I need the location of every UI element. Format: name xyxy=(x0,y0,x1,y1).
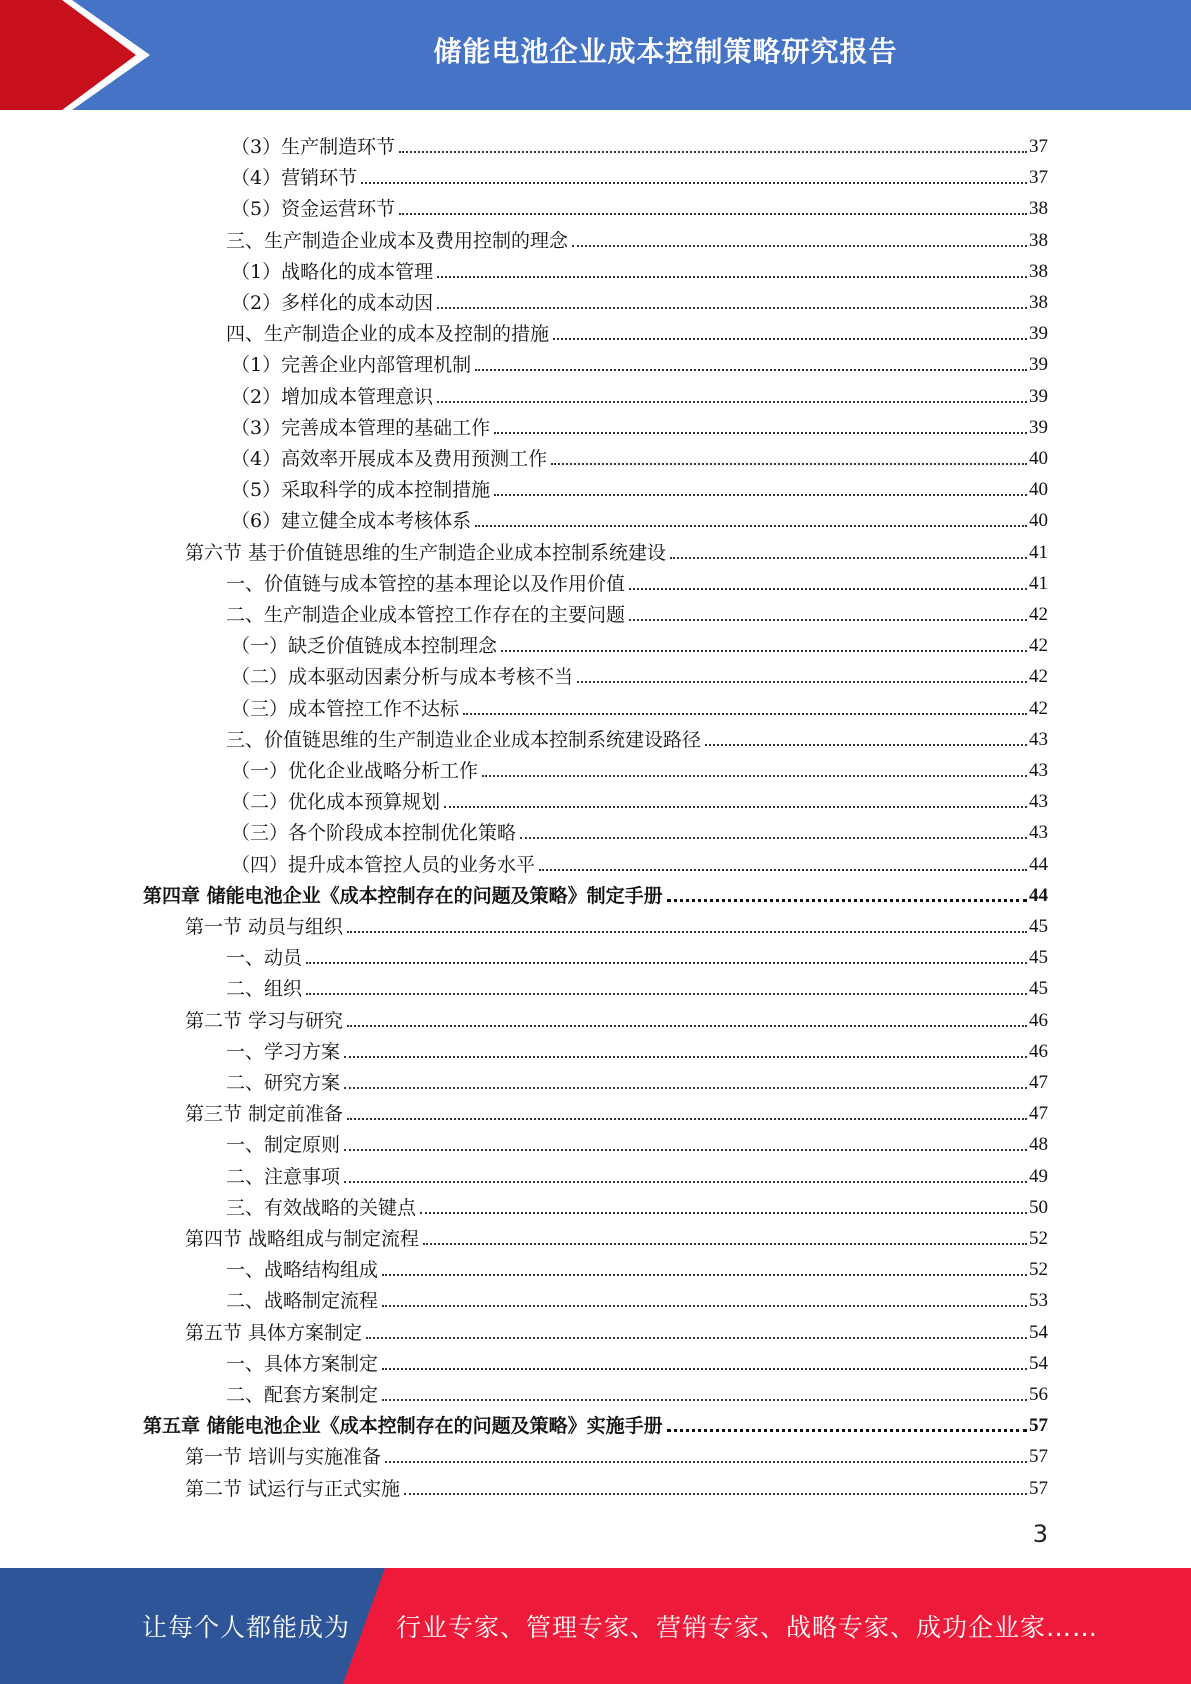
toc-entry-page: 43 xyxy=(1029,791,1048,813)
toc-dot-leader xyxy=(347,1025,1027,1027)
toc-entry[interactable] xyxy=(226,1345,1048,1376)
toc-dot-leader xyxy=(306,993,1027,995)
toc-entry[interactable] xyxy=(226,1158,1048,1189)
toc-entry-title: （二）优化成本预算规划 xyxy=(231,791,441,814)
toc-dot-leader xyxy=(670,557,1027,559)
toc-entry-page: 42 xyxy=(1029,666,1048,688)
toc-entry[interactable] xyxy=(226,1033,1048,1064)
toc-entry-page: 56 xyxy=(1029,1384,1048,1405)
toc-entry-title: 第六节 基于价值链思维的生产制造企业成本控制系统建设 xyxy=(185,541,667,564)
toc-entry-page: 45 xyxy=(1029,947,1048,969)
toc-entry-page: 43 xyxy=(1029,728,1048,750)
toc-entry-page: 38 xyxy=(1029,229,1048,251)
toc-dot-leader xyxy=(399,213,1027,215)
toc-dot-leader xyxy=(494,494,1027,496)
toc-entry-title: （一）缺乏价值链成本控制理念 xyxy=(231,635,498,658)
toc-entry[interactable] xyxy=(226,1189,1048,1220)
toc-entry-page: 49 xyxy=(1029,1165,1048,1187)
toc-entry-page: 57 xyxy=(1029,1415,1048,1437)
toc-entry-title: （5）资金运营环节 xyxy=(231,198,396,221)
toc-entry-title: 二、战略制定流程 xyxy=(226,1290,379,1313)
toc-entry[interactable] xyxy=(231,284,1048,315)
toc-entry-title: 三、生产制造企业成本及费用控制的理念 xyxy=(226,229,569,252)
toc-dot-leader xyxy=(475,525,1027,527)
toc-dot-leader xyxy=(382,1368,1027,1370)
toc-entry[interactable] xyxy=(185,1095,1048,1126)
toc-entry-page: 48 xyxy=(1029,1134,1048,1156)
toc-entry-page: 38 xyxy=(1029,292,1048,313)
toc-entry-title: 第四节 战略组成与制定流程 xyxy=(185,1228,420,1250)
toc-entry-title: 一、制定原则 xyxy=(226,1134,341,1157)
toc-dot-leader xyxy=(553,338,1027,340)
toc-entry-page: 57 xyxy=(1029,1477,1048,1499)
toc-dot-leader xyxy=(420,1212,1027,1214)
toc-entry-page: 42 xyxy=(1029,604,1048,625)
toc-entry[interactable] xyxy=(231,159,1048,190)
toc-entry[interactable] xyxy=(226,222,1048,253)
toc-entry-title: 二、研究方案 xyxy=(226,1072,341,1094)
toc-dot-leader xyxy=(667,1429,1027,1432)
toc-entry[interactable] xyxy=(226,1251,1048,1282)
toc-entry-title: 第一节 动员与组织 xyxy=(185,916,344,938)
toc-entry-title: （一）优化企业战略分析工作 xyxy=(231,760,479,782)
toc-entry-page: 40 xyxy=(1029,479,1048,501)
toc-entry-title: 第五节 具体方案制定 xyxy=(185,1321,363,1344)
toc-entry[interactable] xyxy=(231,814,1048,845)
toc-entry[interactable] xyxy=(226,721,1048,752)
toc-entry[interactable] xyxy=(185,1470,1048,1501)
toc-entry-title: （三）成本管控工作不达标 xyxy=(231,697,460,720)
toc-entry[interactable] xyxy=(231,440,1048,471)
toc-dot-leader xyxy=(463,713,1027,715)
toc-entry-title: （四）提升成本管控人员的业务水平 xyxy=(231,853,536,876)
toc-entry[interactable] xyxy=(231,846,1048,877)
toc-dot-leader xyxy=(347,1118,1027,1120)
toc-entry-title: 三、价值链思维的生产制造业企业成本控制系统建设路径 xyxy=(226,728,702,751)
toc-entry-page: 37 xyxy=(1029,167,1048,189)
toc-entry-title: （4）高效率开展成本及费用预测工作 xyxy=(231,448,548,470)
toc-dot-leader xyxy=(306,962,1027,964)
toc-entry[interactable] xyxy=(226,596,1048,627)
toc-entry[interactable] xyxy=(231,409,1048,440)
toc-entry[interactable] xyxy=(231,658,1048,689)
toc-entry-page: 57 xyxy=(1029,1446,1048,1468)
toc-entry-page: 46 xyxy=(1029,1040,1048,1062)
toc-entry[interactable] xyxy=(185,534,1048,565)
toc-entry-title: （2）多样化的成本动因 xyxy=(231,292,434,314)
toc-entry-title: 二、生产制造企业成本管控工作存在的主要问题 xyxy=(226,604,626,626)
toc-entry-page: 45 xyxy=(1029,916,1048,937)
toc-dot-leader xyxy=(437,307,1027,309)
toc-entry-page: 40 xyxy=(1029,510,1048,532)
toc-entry[interactable] xyxy=(185,1220,1048,1251)
toc-entry[interactable] xyxy=(185,1438,1048,1469)
toc-entry[interactable] xyxy=(226,1282,1048,1313)
toc-entry[interactable] xyxy=(185,908,1048,939)
toc-entry-page: 43 xyxy=(1029,760,1048,781)
toc-dot-leader xyxy=(347,931,1027,933)
toc-entry-page: 39 xyxy=(1029,354,1048,376)
toc-entry-page: 39 xyxy=(1029,416,1048,438)
footer-slogan-left: 让每个人都能成为 xyxy=(142,1613,351,1642)
toc-entry-page: 38 xyxy=(1029,198,1048,220)
toc-entry-page: 37 xyxy=(1029,136,1048,157)
toc-entry-page: 44 xyxy=(1029,884,1048,906)
toc-entry[interactable] xyxy=(231,752,1048,783)
toc-dot-leader xyxy=(344,1181,1027,1183)
toc-entry-page: 39 xyxy=(1029,323,1048,345)
toc-entry[interactable] xyxy=(143,877,1048,908)
toc-entry-page: 53 xyxy=(1029,1290,1048,1312)
toc-entry-title: 二、注意事项 xyxy=(226,1165,341,1188)
toc-dot-leader xyxy=(404,1493,1027,1495)
toc-entry-page: 52 xyxy=(1029,1228,1048,1249)
toc-dot-leader xyxy=(444,806,1027,808)
toc-entry-title: 二、组织 xyxy=(226,978,303,1001)
toc-entry[interactable] xyxy=(231,346,1048,377)
toc-entry-title: （3）生产制造环节 xyxy=(231,136,396,158)
toc-dot-leader xyxy=(572,245,1027,247)
toc-entry-page: 43 xyxy=(1029,822,1048,844)
header-arrow-icon xyxy=(0,0,160,110)
toc-entry-page: 39 xyxy=(1029,385,1048,407)
toc-entry-title: （2）增加成本管理意识 xyxy=(231,385,434,408)
toc-entry-page: 54 xyxy=(1029,1352,1048,1374)
toc-dot-leader xyxy=(482,775,1027,777)
toc-entry-page: 54 xyxy=(1029,1321,1048,1343)
toc-dot-leader xyxy=(382,1399,1027,1401)
toc-dot-leader xyxy=(399,151,1027,153)
toc-dot-leader xyxy=(539,869,1027,871)
toc-entry[interactable] xyxy=(231,627,1048,658)
toc-entry[interactable] xyxy=(231,502,1048,533)
toc-entry-title: 一、战略结构组成 xyxy=(226,1259,379,1282)
toc-entry-title: 一、价值链与成本管控的基本理论以及作用价值 xyxy=(226,572,626,595)
toc-dot-leader xyxy=(551,463,1027,465)
toc-entry-page: 41 xyxy=(1029,541,1048,563)
toc-dot-leader xyxy=(366,1337,1027,1339)
toc-entry-title: 第五章 储能电池企业《成本控制存在的问题及策略》实施手册 xyxy=(143,1415,663,1438)
page-footer xyxy=(0,1568,1191,1684)
toc-entry[interactable] xyxy=(226,970,1048,1001)
toc-entry-title: 一、动员 xyxy=(226,947,303,970)
toc-entry-title: 一、学习方案 xyxy=(226,1040,341,1063)
toc-entry[interactable] xyxy=(143,1407,1048,1438)
toc-dot-leader xyxy=(475,369,1027,371)
page-number: 3 xyxy=(1032,1520,1048,1548)
toc-entry-page: 50 xyxy=(1029,1196,1048,1218)
toc-entry-page: 47 xyxy=(1029,1072,1048,1093)
toc-entry-title: （5）采取科学的成本控制措施 xyxy=(231,479,491,502)
toc-entry-page: 47 xyxy=(1029,1103,1048,1125)
toc-entry[interactable] xyxy=(226,1064,1048,1095)
toc-entry-page: 38 xyxy=(1029,260,1048,282)
toc-entry-title: （6）建立健全成本考核体系 xyxy=(231,510,472,533)
toc-dot-leader xyxy=(344,1087,1027,1089)
toc-entry[interactable] xyxy=(226,939,1048,970)
toc-dot-leader xyxy=(382,1274,1027,1276)
toc-dot-leader xyxy=(437,276,1027,278)
toc-dot-leader xyxy=(382,1305,1027,1307)
toc-entry-title: （1）完善企业内部管理机制 xyxy=(231,354,472,377)
toc-dot-leader xyxy=(629,619,1027,621)
toc-entry-title: （4）营销环节 xyxy=(231,167,358,190)
toc-entry[interactable] xyxy=(226,565,1048,596)
toc-entry-page: 52 xyxy=(1029,1259,1048,1281)
toc-entry-title: 第二节 试运行与正式实施 xyxy=(185,1477,401,1500)
toc-entry[interactable] xyxy=(231,253,1048,284)
toc-entry-page: 46 xyxy=(1029,1009,1048,1031)
toc-entry[interactable] xyxy=(185,1314,1048,1345)
toc-dot-leader xyxy=(423,1243,1027,1245)
toc-entry[interactable] xyxy=(231,690,1048,721)
toc-dot-leader xyxy=(705,744,1027,746)
toc-entry-title: 四、生产制造企业的成本及控制的措施 xyxy=(226,323,550,346)
toc-entry[interactable] xyxy=(226,315,1048,346)
toc-entry-title: 第四章 储能电池企业《成本控制存在的问题及策略》制定手册 xyxy=(143,884,663,907)
toc-entry-title: 三、有效战略的关键点 xyxy=(226,1196,417,1219)
toc-entry[interactable] xyxy=(231,128,1048,159)
toc-entry-title: 第一节 培训与实施准备 xyxy=(185,1446,382,1469)
header-title: 储能电池企业成本控制策略研究报告 xyxy=(433,35,898,68)
toc-entry-page: 44 xyxy=(1029,853,1048,875)
toc-dot-leader xyxy=(629,588,1027,590)
toc-entry-title: （3）完善成本管理的基础工作 xyxy=(231,416,491,439)
toc-entry-title: 第三节 制定前准备 xyxy=(185,1103,344,1126)
page-header xyxy=(0,0,1191,110)
toc-entry[interactable] xyxy=(231,190,1048,221)
toc-entry-page: 41 xyxy=(1029,572,1048,594)
toc-entry[interactable] xyxy=(185,1002,1048,1033)
toc-entry-title: （二）成本驱动因素分析与成本考核不当 xyxy=(231,666,574,689)
toc-entry-title: （1）战略化的成本管理 xyxy=(231,260,434,283)
toc-dot-leader xyxy=(437,401,1027,403)
toc-entry[interactable] xyxy=(231,783,1048,814)
toc-entry[interactable] xyxy=(231,378,1048,409)
toc-dot-leader xyxy=(344,1149,1027,1151)
toc-entry-title: 第二节 学习与研究 xyxy=(185,1009,344,1032)
footer-slogan-right: 行业专家、管理专家、营销专家、战略专家、成功企业家…… xyxy=(396,1613,1099,1642)
toc-entry[interactable] xyxy=(226,1376,1048,1407)
toc-dot-leader xyxy=(344,1056,1027,1058)
toc-dot-leader xyxy=(501,650,1027,652)
toc-dot-leader xyxy=(494,432,1027,434)
toc-entry-title: 一、具体方案制定 xyxy=(226,1352,379,1375)
toc-entry-page: 42 xyxy=(1029,697,1048,719)
toc-dot-leader xyxy=(361,182,1027,184)
toc-entry-title: （三）各个阶段成本控制优化策略 xyxy=(231,822,517,845)
toc-dot-leader xyxy=(577,681,1027,683)
toc-entry-page: 40 xyxy=(1029,448,1048,469)
toc-entry-title: 二、配套方案制定 xyxy=(226,1384,379,1406)
toc-entry[interactable] xyxy=(231,471,1048,502)
toc-entry-page: 42 xyxy=(1029,635,1048,657)
toc-entry-page: 45 xyxy=(1029,978,1048,1000)
toc-dot-leader xyxy=(520,837,1027,839)
toc-dot-leader xyxy=(385,1461,1027,1463)
toc-dot-leader xyxy=(667,899,1027,902)
toc-entry[interactable] xyxy=(226,1126,1048,1157)
